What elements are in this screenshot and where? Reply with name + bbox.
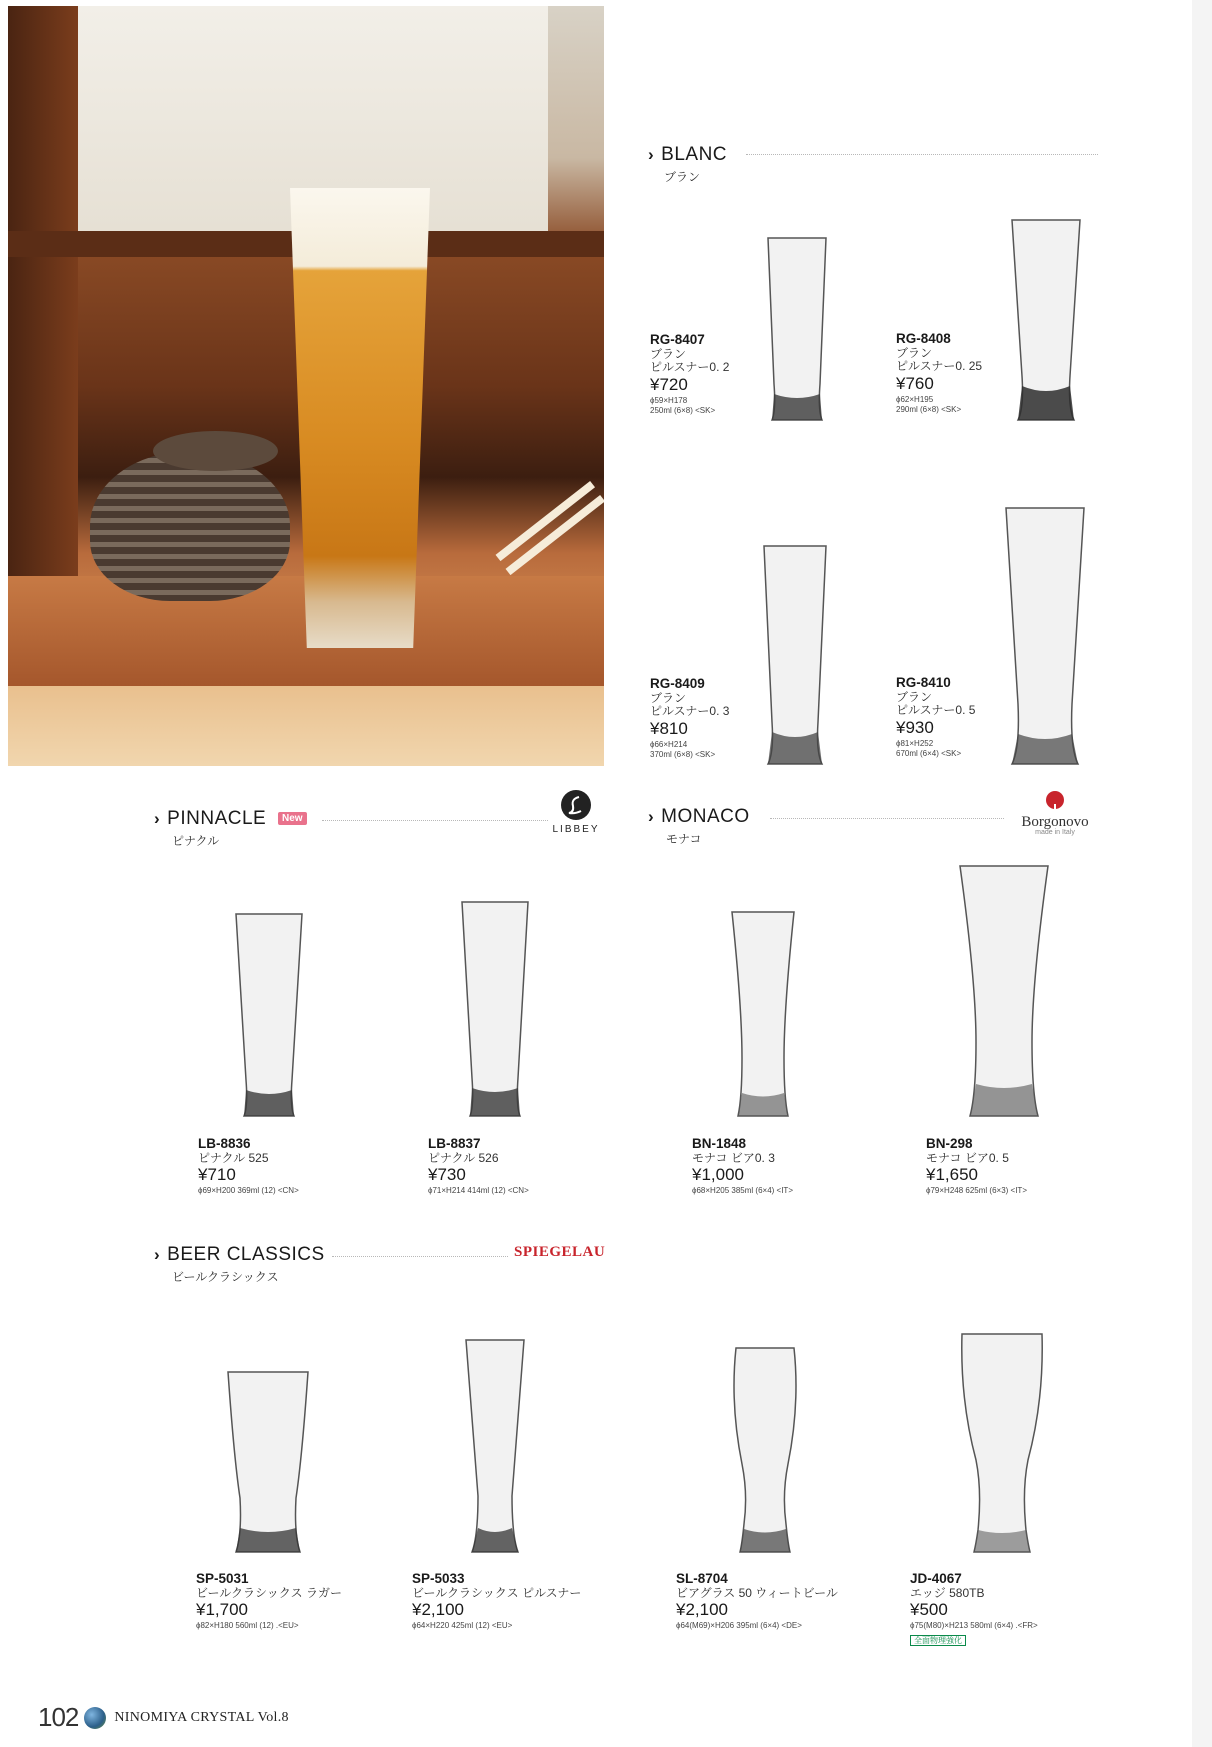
product-sl8704: SL-8704 ビアグラス 50 ウィートビール ¥2,100 ϕ64(M69)×H206 395ml (6×4) <DE> xyxy=(676,1571,838,1630)
hero-photo-beer xyxy=(8,6,604,766)
product-rg8410: RG-8410 ブラン ピルスナー0. 5 ¥930 ϕ81×H252 670ml (6×4) <SK> xyxy=(896,675,976,758)
catalog-brand: NINOMIYA CRYSTAL Vol.8 xyxy=(114,1709,289,1725)
product-bn298: BN-298 モナコ ビア0. 5 ¥1,650 ϕ79×H248 625ml (6×3) <IT> xyxy=(926,1136,1027,1195)
spiegelau-logo: SPIEGELAU xyxy=(514,1244,606,1260)
product-lb8836: LB-8836 ピナクル 525 ¥710 ϕ69×H200 369ml (12) <CN> xyxy=(198,1136,299,1195)
wine-glass-icon xyxy=(1042,790,1068,814)
glass-rg8408 xyxy=(1006,216,1086,426)
chevron-right-icon: › xyxy=(154,809,161,828)
product-rg8408: RG-8408 ブラン ピルスナー0. 25 ¥760 ϕ62×H195 290ml (6×8) <SK> xyxy=(896,331,983,414)
bowl-lid xyxy=(153,431,278,471)
glass-bn298 xyxy=(956,862,1052,1122)
product-jd4067: JD-4067 エッジ 580TB ¥500 ϕ75(M80)×H213 580ml (6×4) .<FR> 全面物理強化 xyxy=(910,1571,1038,1646)
chevron-right-icon: › xyxy=(154,1245,161,1264)
section-divider xyxy=(770,818,1004,819)
section-sub-blanc: ブラン xyxy=(664,170,701,184)
glass-lb8837 xyxy=(458,898,532,1122)
new-badge: New xyxy=(278,812,307,825)
chevron-right-icon: › xyxy=(648,145,655,164)
section-title-monaco: › MONACO xyxy=(648,806,750,827)
section-divider xyxy=(746,154,1098,155)
glass-rg8410 xyxy=(1000,504,1090,770)
section-title-pinnacle: › PINNACLE xyxy=(154,808,267,829)
libbey-logo: LIBBEY xyxy=(546,790,606,835)
chopstick xyxy=(496,481,595,561)
section-sub-pinnacle: ピナクル xyxy=(172,834,220,848)
globe-icon xyxy=(84,1707,106,1729)
glass-sp5033 xyxy=(462,1336,528,1558)
product-lb8837: LB-8837 ピナクル 526 ¥730 ϕ71×H214 414ml (12) <CN> xyxy=(428,1136,529,1195)
glass-bn1848 xyxy=(728,908,798,1122)
product-sp5033: SP-5033 ビールクラシックス ピルスナー ¥2,100 ϕ64×H220 425ml (12) <EU> xyxy=(412,1571,582,1630)
glass-jd4067 xyxy=(956,1330,1048,1558)
section-title-beer-classics: › BEER CLASSICS xyxy=(154,1244,325,1265)
glass-sl8704 xyxy=(728,1344,802,1558)
glass-rg8407 xyxy=(762,234,832,426)
glass-sp5031 xyxy=(224,1368,312,1558)
section-title-blanc: › BLANC xyxy=(648,144,728,165)
page-number: 102 xyxy=(38,1702,79,1732)
product-rg8407: RG-8407 ブラン ピルスナー0. 2 ¥720 ϕ59×H178 250ml (6×8) <SK> xyxy=(650,332,730,415)
borgonovo-logo: Borgonovo made in Italy xyxy=(1010,790,1100,836)
tempered-badge: 全面物理強化 xyxy=(910,1635,966,1646)
beer-glass xyxy=(290,188,430,648)
section-divider xyxy=(332,1256,508,1257)
product-sp5031: SP-5031 ビールクラシックス ラガー ¥1,700 ϕ82×H180 560ml (12) .<EU> xyxy=(196,1571,343,1630)
glass-lb8836 xyxy=(232,910,306,1122)
lacquer-bowl xyxy=(90,451,290,601)
libbey-mark-icon xyxy=(561,790,591,820)
product-bn1848: BN-1848 モナコ ビア0. 3 ¥1,000 ϕ68×H205 385ml (6×4) <IT> xyxy=(692,1136,793,1195)
page-footer xyxy=(38,1702,289,1733)
chevron-right-icon: › xyxy=(648,807,655,826)
section-sub-beer-classics: ビールクラシックス xyxy=(172,1270,279,1284)
glass-rg8409 xyxy=(758,542,832,770)
section-divider xyxy=(322,820,548,821)
section-sub-monaco: モナコ xyxy=(666,832,702,846)
table-surface xyxy=(8,686,604,766)
product-rg8409: RG-8409 ブラン ピルスナー0. 3 ¥810 ϕ66×H214 370ml (6×8) <SK> xyxy=(650,676,730,759)
page-edge xyxy=(1192,0,1212,1747)
